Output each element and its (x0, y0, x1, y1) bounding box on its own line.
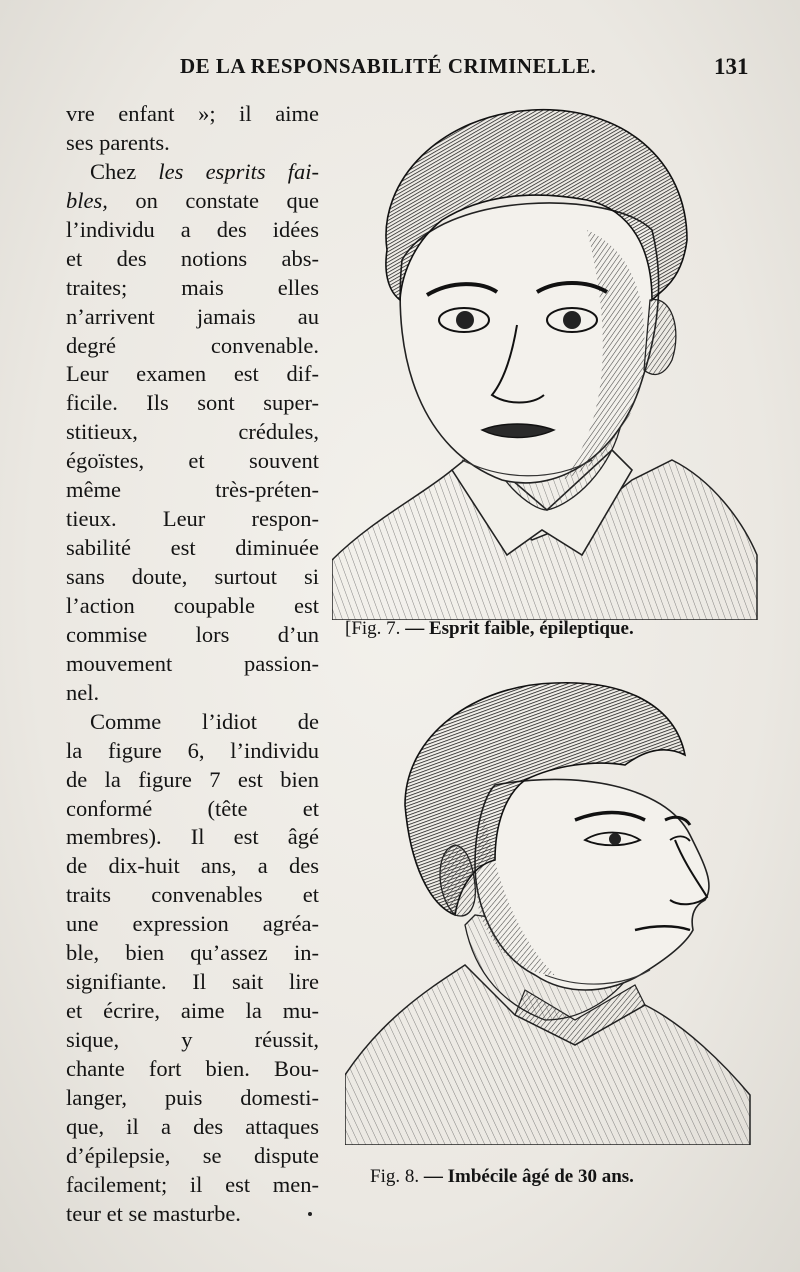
text-line: tieux. Leur respon- (66, 506, 319, 532)
text-line: nel. (66, 679, 100, 705)
text-line: mouvement passion- (66, 650, 319, 676)
figure-8-caption (370, 1166, 634, 1188)
figure-7-engraving (332, 100, 762, 620)
text-line: conformé (tête et (66, 795, 319, 821)
engraved-portrait-man-three-quarter-profile-icon (345, 675, 755, 1145)
text-line: membres). Il est âgé (66, 824, 319, 850)
text-line: et des notions abs- (66, 245, 319, 271)
text-line: teur et se masturbe. (66, 1200, 241, 1226)
text-line: n’arrivent jamais au (66, 303, 319, 329)
text-line: de dix-huit ans, a des (66, 853, 319, 879)
text-line: l’individu a des idées (66, 216, 319, 242)
figure-8-caption-text: — Imbécile âgé de 30 ans. (423, 1166, 634, 1187)
text-line: de la figure 7 est bien (66, 766, 319, 792)
text-line (66, 158, 319, 187)
text-fragment: Chez (90, 158, 137, 184)
text-line: stitieux, crédules, (66, 419, 319, 445)
text-line: Leur examen est dif- (66, 361, 319, 387)
text-line: Comme l’idiot de (90, 708, 319, 734)
text-line: ble, bien qu’assez in- (66, 940, 319, 966)
engraved-portrait-young-man-frontal-icon (332, 100, 762, 620)
text-line: signifiante. Il sait lire (66, 969, 319, 995)
body-text-column (66, 100, 319, 1229)
text-line: degré convenable. (66, 332, 319, 358)
text-line: l’action coupable est (66, 592, 319, 618)
text-line: sans doute, surtout si (66, 564, 319, 589)
text-line: facilement; il est men- (66, 1171, 319, 1197)
italic-term: bles, (66, 187, 108, 213)
italic-term: les esprits fai- (158, 158, 319, 184)
text-line: sique, y réussit, (66, 1027, 319, 1052)
text-line: et écrire, aime la mu- (66, 998, 319, 1024)
figure-8-engraving (345, 675, 755, 1145)
text-line: chante fort bien. Bou- (66, 1055, 319, 1081)
text-line: traits convenables et (66, 882, 319, 908)
text-line: commise lors d’un (66, 621, 319, 647)
figure-7-caption-text: — Esprit faible, épileptique. (405, 618, 634, 639)
text-line: la figure 6, l’individu (66, 737, 319, 763)
text-line: langer, puis domesti- (66, 1084, 319, 1110)
running-title: DE LA RESPONSABILITÉ CRIMINELLE. (180, 54, 597, 78)
text-fragment: on constate que (135, 187, 319, 213)
text-line (66, 187, 319, 216)
figure-8-label: Fig. 8. (370, 1166, 420, 1187)
text-line: ses parents. (66, 129, 170, 155)
text-line: même très-préten- (66, 477, 319, 503)
text-line: traites; mais elles (66, 274, 319, 300)
figure-7-caption (345, 618, 634, 640)
text-line: ficile. Ils sont super- (66, 390, 319, 416)
text-line: une expression agréa- (66, 911, 319, 937)
figure-7-label: [Fig. 7. (345, 618, 401, 639)
text-line: d’épilepsie, se dispute (66, 1142, 319, 1168)
text-line: que, il a des attaques (66, 1113, 319, 1139)
ink-speck (308, 1212, 312, 1216)
text-line: sabilité est diminuée (66, 535, 319, 561)
text-line: vre enfant »; il aime (66, 101, 319, 126)
text-line: égoïstes, et souvent (66, 448, 319, 474)
page-number: 131 (714, 54, 749, 79)
